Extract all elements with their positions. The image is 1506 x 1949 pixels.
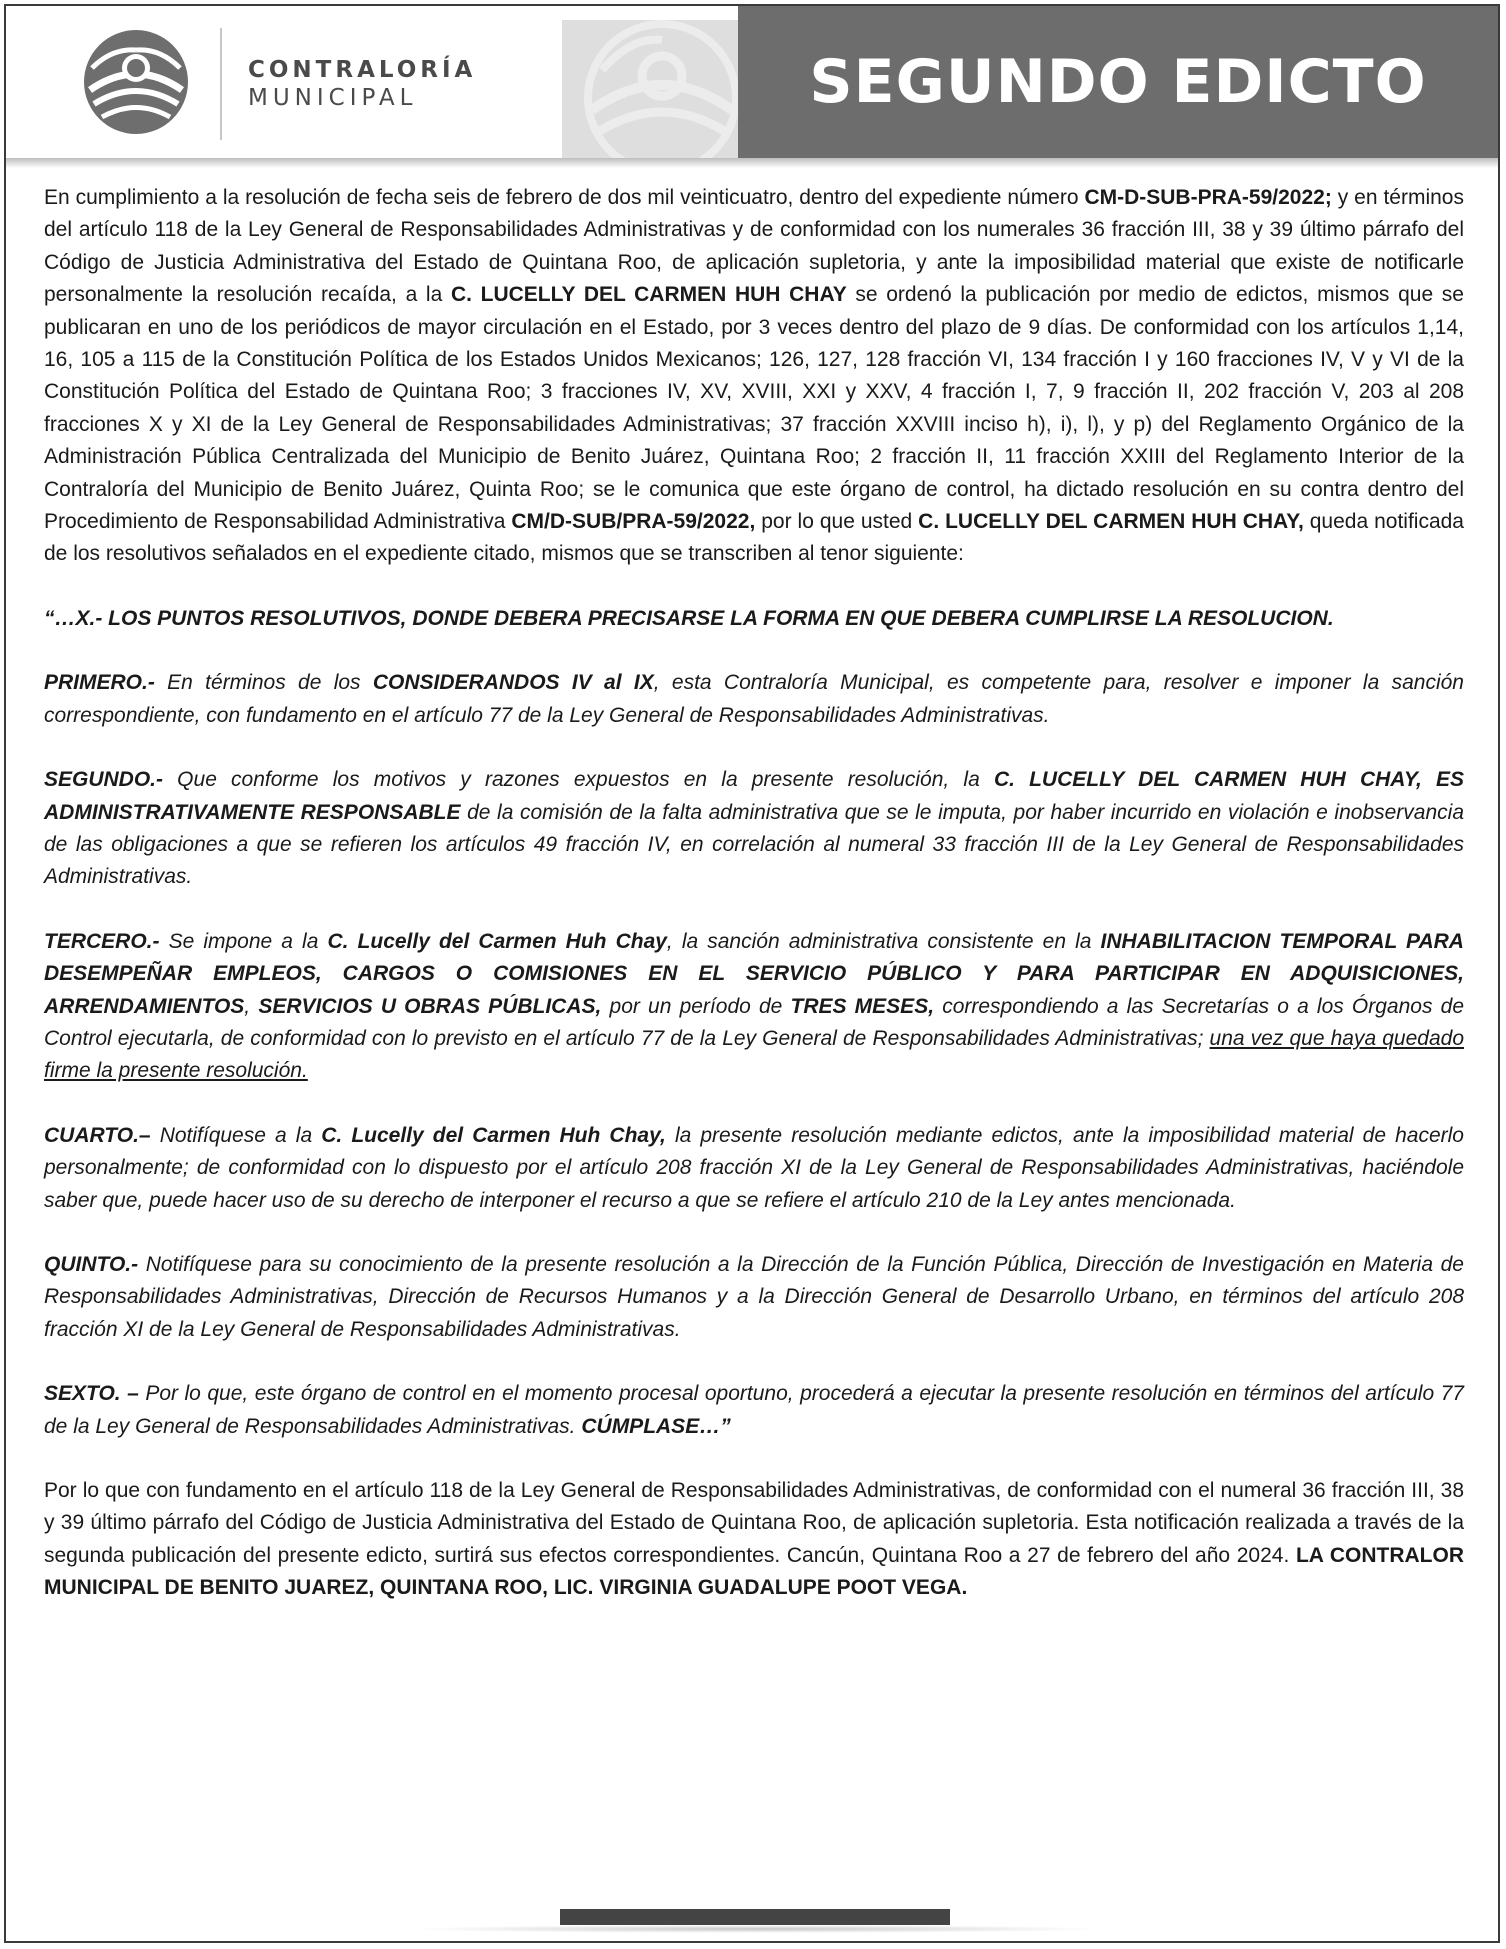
text-run: Por lo que con fundamento en el artículo 118 de la Ley General de Responsabilidades Administrativas, de conformidad con el numeral 36 fracción III, 38 y 39 último párrafo del Código de Justicia Administrativa del Estado de Quintana Roo, de aplicación supletoria. Esta notificación realizada a través de la segunda publicación del presente edicto, surtirá sus efectos correspondientes. Cancún, Quintana Roo a 27 de febrero del año 2024. <box>44 1479 1464 1567</box>
text-run: se ordenó la publicación por medio de edictos, mismos que se publicaran en uno de los periódicos de mayor circulación en el Estado, por 3 veces dentro del plazo de 9 días. De conformidad con los artículos 1,14, 16, 105 a 115 de la Constitución Política de los Estados Unidos Mexicanos; 126, 127, 128 fracción VI, 134 fracción I y 160 fracciones IV, V y VI de la Constitución Política del Estado de Quintana Roo; 3 fracciones IV, XV, XVIII, XXI y XXV, 4 fracción I, 7, 9 fracción II, 202 fracción V, 203 al 208 fracciones X y XI de la Ley General de Responsabilidades Administrativas; 37 fracción XXVIII inciso h), i), l), y p) del Reglamento Orgánico de la Administración Pública Centralizada del Municipio de Benito Juárez, Quintana Roo; 2 fracción II, 11 fracción XXIII del Reglamento Interior de la Contraloría del Municipio de Benito Juárez, Quinta Roo; se le comunica que este órgano de control, ha dictado resolución en su contra dentro del Procedimiento de Responsabilidad Administrativa <box>44 283 1464 534</box>
procedure-number: CM/D-SUB/PRA-59/2022, <box>511 510 756 534</box>
logo-divider <box>220 28 222 140</box>
resolutivos-heading <box>44 603 1464 635</box>
closing-paragraph <box>44 1475 1464 1605</box>
text-run: queda notificada de los resolutivos señalados en el expediente citado, mismos que se transcriben al tenor siguiente: <box>44 510 1464 566</box>
sun-logo-icon <box>82 28 190 136</box>
signature-line: LA CONTRALOR MUNICIPAL DE BENITO JUAREZ, QUINTANA ROO, LIC. VIRGINIA GUADALUPE POOT VEGA. <box>44 1543 1464 1600</box>
intro-paragraph <box>44 182 1464 571</box>
text-run: , la sanción administrativa consistente en la <box>666 929 1101 953</box>
text-run: por lo que usted <box>755 510 919 534</box>
page-title: SEGUNDO EDICTO <box>809 47 1427 117</box>
bold-run: INHABILITACION TEMPORAL PARA DESEMPEÑAR EMPLEOS, CARGOS O COMISIONES EN EL SERVICIO PÚBLICO Y PARA PARTICIPAR EN ADQUISICIONES, ARRENDAMIENTOS <box>44 929 1464 1018</box>
text-run: Notifíquese a la <box>150 1123 322 1147</box>
header-shadow <box>6 158 1498 168</box>
bold-run: CÚMPLASE…” <box>581 1414 731 1438</box>
title-panel <box>738 6 1498 158</box>
resolutivo-label: SEGUNDO.- <box>44 768 164 792</box>
bold-run: TRES MESES, <box>790 994 935 1018</box>
text-run: la presente resolución mediante edictos, ante la imposibilidad material de hacerlo personalmente; de conformidad con lo dispuesto por el artículo 208 fracción XI de la Ley General de Responsabilidades Administrativas, haciéndole saber que, puede hacer uso de su derecho de interponer el recurso a que se refiere el artículo 210 de la Ley antes mencionada. <box>44 1123 1464 1212</box>
resolutivo-label: SEXTO. – <box>44 1382 139 1406</box>
edict-page <box>4 4 1500 1943</box>
resolutivo-primero <box>44 667 1464 732</box>
text-run: Notifíquese para su conocimiento de la presente resolución a la Dirección de la Función Pública, Dirección de Investigación en Materia de Responsabilidades Administrativas, Dirección de Recursos Humanos y a la Dirección General de Desarrollo Urbano, en términos del artículo 208 fracción XI de la Ley General de Responsabilidades Administrativas. <box>44 1252 1464 1341</box>
sun-watermark-icon <box>562 20 738 158</box>
person-name: C. LUCELLY DEL CARMEN HUH CHAY <box>450 283 847 307</box>
expediente-number: CM-D-SUB-PRA-59/2022; <box>1084 186 1332 209</box>
text-run: Se impone a la <box>159 929 328 953</box>
text-run: En términos de los <box>154 671 373 695</box>
contraloria-logo <box>82 28 562 146</box>
page-header <box>6 6 1498 158</box>
text-run: y en términos del artículo 118 de la Ley General de Responsabilidades Administrativas y de conformidad con los numerales 36 fracción III, 38 y 39 último párrafo del Código de Justicia Administrativa del Estado de Quintana Roo, de aplicación supletoria, y ante la imposibilidad material que existe de notificarle personalmente la resolución recaída, a la <box>44 186 1464 307</box>
text-run: Por lo que, este órgano de control en el momento procesal oportuno, procederá a ejecutar la presente resolución en términos del artículo 77 de la Ley General de Responsabilidades Administrativas. <box>44 1382 1464 1438</box>
text-run: , esta Contraloría Municipal, es competente para, resolver e imponer la sanción correspondiente, con fundamento en el artículo 77 de la Ley General de Responsabilidades Administrativas. <box>44 671 1464 727</box>
person-name: C. LUCELLY DEL CARMEN HUH CHAY, <box>918 510 1304 534</box>
resolutivo-tercero <box>44 926 1464 1088</box>
underlined-run: una vez que haya quedado firme la presente resolución. <box>44 1026 1465 1083</box>
resolutivo-label: QUINTO.- <box>44 1252 139 1276</box>
text-run: por un período de <box>601 994 791 1018</box>
bold-run: C. Lucelly del Carmen Huh Chay <box>327 929 667 953</box>
resolutivo-cuarto <box>44 1120 1464 1217</box>
resolutivo-label: TERCERO.- <box>44 929 160 953</box>
resolutivo-segundo <box>44 764 1464 894</box>
watermark-panel <box>562 20 738 158</box>
resolutivo-label: PRIMERO.- <box>44 671 155 695</box>
bold-run: C. Lucelly del Carmen Huh Chay, <box>321 1123 666 1147</box>
text-run: de la comisión de la falta administrativa que se le imputa, por haber incurrido en violación e inobservancia de las obligaciones a que se refieren los artículos 49 fracción IV, en correlación al numeral 33 fracción III de la Ley General de Responsabilidades Administrativas. <box>44 800 1464 889</box>
logo-text <box>248 56 476 112</box>
heading-text: “…X.- LOS PUNTOS RESOLUTIVOS, DONDE DEBERA PRECISARSE LA FORMA EN QUE DEBERA CUMPLIRSE LA RESOLUCION. <box>44 606 1334 630</box>
bold-run: SERVICIOS U OBRAS PÚBLICAS, <box>258 994 602 1018</box>
resolutivo-quinto <box>44 1249 1464 1346</box>
footer-shadow <box>406 1925 1106 1933</box>
logo-line2: MUNICIPAL <box>248 85 418 111</box>
footer-bar <box>560 1909 950 1925</box>
bold-run: C. LUCELLY DEL CARMEN HUH CHAY, ES ADMINISTRATIVAMENTE RESPONSABLE <box>44 768 1464 824</box>
text-run: Que conforme los motivos y razones expuestos en la presente resolución, la <box>163 768 994 792</box>
resolutivo-sexto <box>44 1378 1464 1443</box>
logo-line1: CONTRALORÍA <box>248 57 477 83</box>
text-run: En cumplimiento a la resolución de fecha seis de febrero de dos mil veinticuatro, dentro del expediente número <box>44 186 1085 209</box>
bold-run: CONSIDERANDOS IV al IX <box>372 671 654 695</box>
resolutivo-label: CUARTO.– <box>44 1123 151 1147</box>
edict-body <box>44 182 1464 1605</box>
text-run: correspondiendo a las Secretarías o a los Órganos de Control ejecutarla, de conformidad con lo previsto en el artículo 77 de la Ley General de Responsabilidades Administrativas; <box>44 994 1464 1050</box>
text-run: , <box>244 994 259 1018</box>
